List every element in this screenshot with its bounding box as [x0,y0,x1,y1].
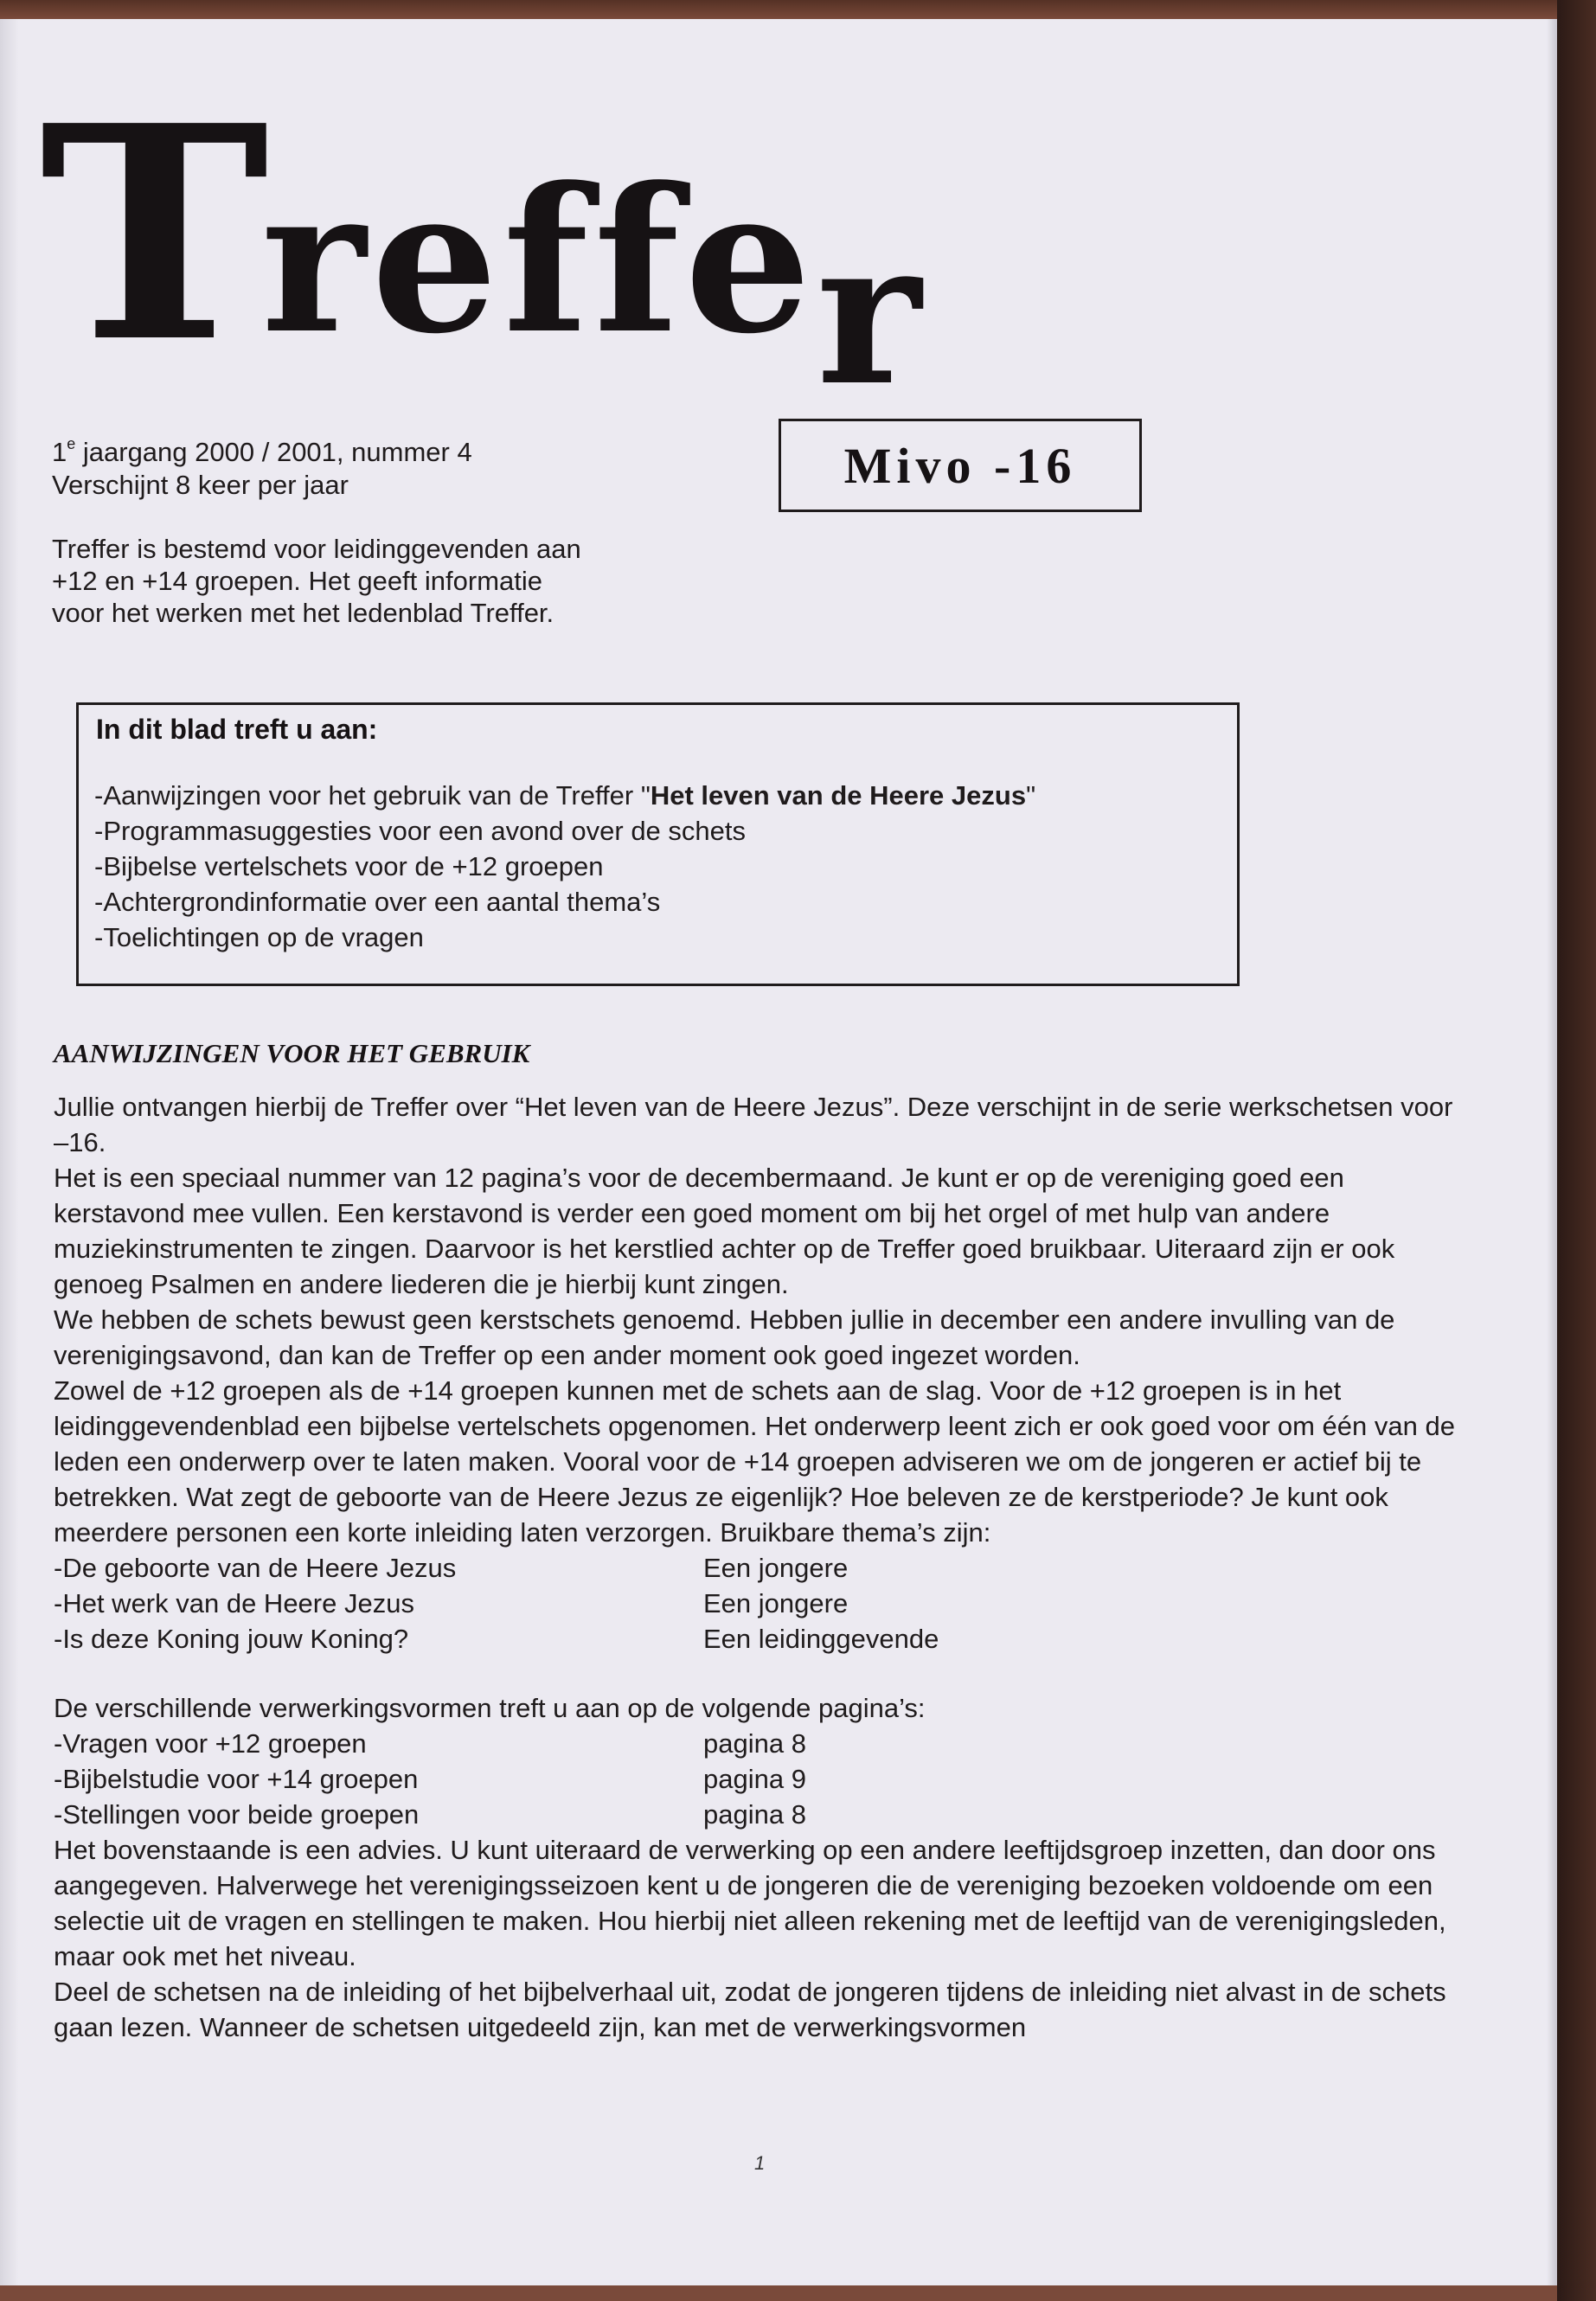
contents-item: -Bijbelse vertelschets voor de +12 groepen [94,851,604,881]
page-number: 1 [754,2152,766,2174]
theme-topic: -De geboorte van de Heere Jezus [54,1553,457,1583]
contents-item: -Programmasuggesties voor een avond over de schets [94,816,747,846]
form-name: -Bijbelstudie voor +14 groepen [54,1764,419,1794]
intro-line: voor het werken met het ledenblad Treffer. [52,598,554,628]
theme-who: Een jongere [703,1588,849,1618]
form-row [54,1797,1472,1832]
frame-right [1557,0,1596,2301]
form-page: pagina 8 [703,1799,806,1830]
form-page: pagina 8 [703,1728,806,1759]
body-text [54,1089,1472,2045]
paragraph: Het is een speciaal nummer van 12 pagina’s voor de decembermaand. Je kunt er op de vereniging goed een kerstavond mee vullen. Een kerstavond is verder een goed moment om bij het orgel of met hulp van andere muziekinstrumenten te zingen. Daarvoor is het kerstlied achter op de Treffer goed bruikbaar. Uiteraard zijn er ook genoeg Psalmen en andere liederen die je hierbij kunt zingen. [54,1163,1395,1299]
form-row [54,1761,1472,1797]
document-page [0,19,1557,2285]
issue-meta [52,427,472,502]
theme-who: Een jongere [703,1553,849,1583]
binding-strip [0,19,19,2285]
paragraph: Deel de schetsen na de inleiding of het bijbelverhaal uit, zodat de jongeren tijdens de inleiding niet alvast in de schets gaan lezen. Wanneer de schetsen uitgedeeld zijn, kan met de verwerkingsvormen [54,1977,1446,2042]
logo-letter-t: T [39,62,270,407]
contents-item: -Achtergrondinformatie over een aantal thema’s [94,887,661,917]
section-title: AANWIJZINGEN VOOR HET GEBRUIK [54,1038,530,1068]
intro-line: +12 en +14 groepen. Het geeft informatie [52,566,543,596]
form-row [54,1726,1472,1761]
theme-who: Een leidinggevende [703,1624,939,1654]
paragraph: We hebben de schets bewust geen kerstschets genoemd. Hebben jullie in december een andere invulling van de verenigingsavond, dan kan de Treffer op een ander moment ook goed ingezet worden. [54,1304,1395,1370]
paragraph: De verschillende verwerkingsvormen treft u aan op de volgende pagina’s: [54,1693,926,1723]
theme-topic: -Het werk van de Heere Jezus [54,1588,414,1618]
contents-item: -Aanwijzingen voor het gebruik van de Treffer "Het leven van de Heere Jezus" [94,780,1036,811]
page-edge [1547,19,1557,2285]
form-name: -Stellingen voor beide groepen [54,1799,420,1830]
issue-line: 1e jaargang 2000 / 2001, nummer 4 [52,435,472,467]
theme-row [54,1586,1472,1621]
theme-topic: -Is deze Koning jouw Koning? [54,1624,409,1654]
contents-item: -Toelichtingen op de vragen [94,922,424,952]
frame-top [0,0,1596,19]
intro-line: Treffer is bestemd voor leidinggevenden aan [52,534,581,564]
paragraph: Het bovenstaande is een advies. U kunt uiteraard de verwerking op een andere leeftijdsgroep inzetten, dan door ons aangegeven. Halverwege het verenigingsseizoen kent u de jongeren die de vereniging bezoeken voldoende om een selectie uit de vragen en stellingen te maken. Hou hierbij niet alleen rekening met de leeftijd van de verenigingsleden, maar ook met het niveau. [54,1835,1446,1971]
form-name: -Vragen voor +12 groepen [54,1728,367,1759]
logo-letters: reffer [261,144,926,430]
intro-text [52,533,709,629]
age-group-box: Mivo -16 [779,419,1142,512]
paragraph: Zowel de +12 groepen als de +14 groepen kunnen met de schets aan de slag. Voor de +12 groepen is in het leidinggevendenblad een bijbelse vertelschets opgenomen. Het onderwerp leent zich er ook goed voor om één van de leden een onderwerp over te laten maken. Vooral voor de +14 groepen adviseren we om de jongeren er actief bij te betrekken. Wat zegt de geboorte van de Heere Jezus ze eigenlijk? Hoe beleven ze de kerstperiode? Je kunt ook meerdere personen een korte inleiding laten verzorgen. Bruikbare thema’s zijn: [54,1375,1455,1548]
contents-box [76,702,1240,986]
frequency-line: Verschijnt 8 keer per jaar [52,470,349,500]
contents-heading: In dit blad treft u aan: [96,714,378,745]
theme-row [54,1550,1472,1586]
form-page: pagina 9 [703,1764,806,1794]
treffer-logo [39,62,926,430]
paragraph: Jullie ontvangen hierbij de Treffer over “Het leven van de Heere Jezus”. Deze verschijnt in de serie werkschetsen voor –16. [54,1092,1453,1157]
theme-row [54,1621,1472,1657]
